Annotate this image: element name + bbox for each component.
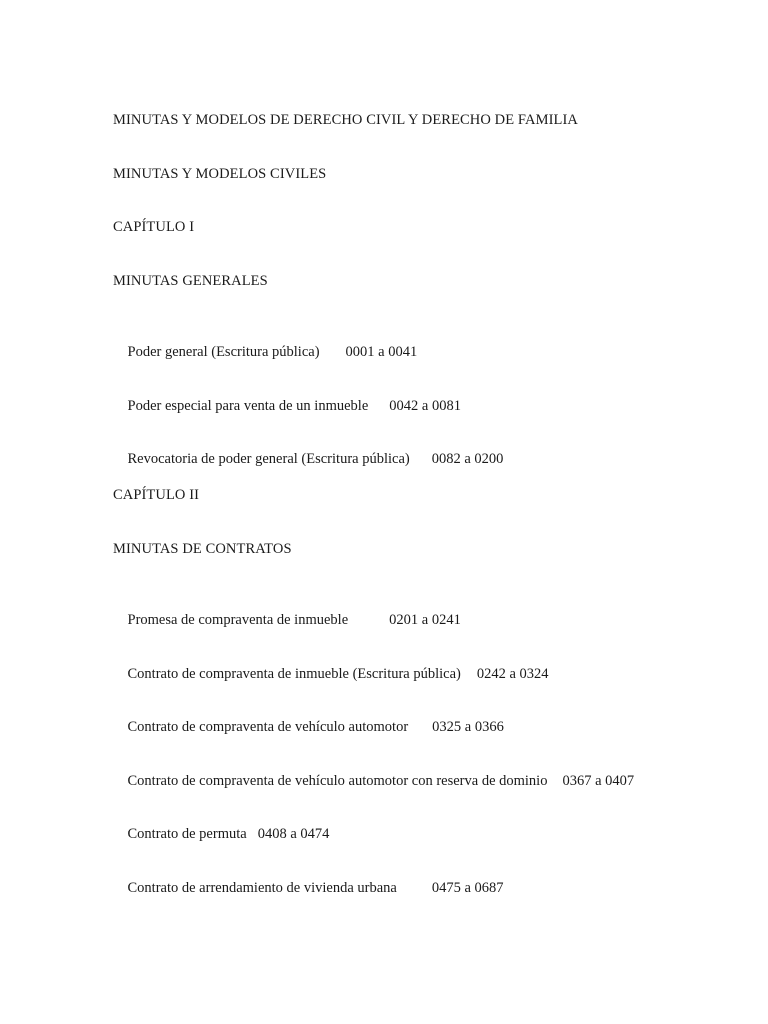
toc-entry bbox=[113, 647, 549, 682]
toc-entry-range: 0042 a 0081 bbox=[389, 398, 461, 414]
toc-entry bbox=[113, 807, 330, 842]
toc-entry-title: Promesa de compraventa de inmueble bbox=[127, 612, 349, 628]
document-main-title: MINUTAS Y MODELOS DE DERECHO CIVIL Y DERECHO DE FAMILIA bbox=[113, 112, 578, 128]
chapter-2-title: MINUTAS DE CONTRATOS bbox=[113, 541, 292, 557]
toc-entry-title: Contrato de compraventa de vehículo automotor con reserva de dominio bbox=[127, 773, 548, 789]
toc-entry bbox=[113, 754, 635, 789]
toc-entry bbox=[113, 379, 461, 414]
toc-entry bbox=[113, 593, 461, 628]
toc-entry-range: 0082 a 0200 bbox=[431, 451, 504, 467]
toc-entry-title: Revocatoria de poder general (Escritura pública) bbox=[127, 451, 410, 467]
toc-entry-range: 0367 a 0407 bbox=[562, 773, 635, 789]
toc-entry-range: 0475 a 0687 bbox=[431, 880, 504, 896]
chapter-2-label: CAPÍTULO II bbox=[113, 487, 200, 503]
toc-entry-title: Contrato de compraventa de inmueble (Escritura pública) bbox=[127, 666, 461, 682]
toc-entry-range: 0325 a 0366 bbox=[432, 719, 504, 735]
section-title: MINUTAS Y MODELOS CIVILES bbox=[113, 166, 327, 182]
chapter-1-title: MINUTAS GENERALES bbox=[113, 273, 268, 289]
toc-entry bbox=[113, 432, 504, 467]
toc-entry bbox=[113, 700, 504, 735]
toc-entry-range: 0242 a 0324 bbox=[476, 666, 549, 682]
toc-entry-title: Poder general (Escritura pública) bbox=[127, 344, 320, 360]
toc-entry-range: 0408 a 0474 bbox=[257, 826, 330, 842]
toc-entry-title: Contrato de arrendamiento de vivienda urbana bbox=[127, 880, 397, 896]
toc-entry-title: Poder especial para venta de un inmueble bbox=[127, 398, 369, 414]
toc-entry-title: Contrato de permuta bbox=[127, 826, 247, 842]
toc-entry bbox=[113, 325, 418, 360]
toc-entry bbox=[113, 861, 504, 896]
toc-entry-range: 0201 a 0241 bbox=[389, 612, 461, 628]
toc-entry-range: 0001 a 0041 bbox=[345, 344, 418, 360]
toc-entry-title: Contrato de compraventa de vehículo automotor bbox=[127, 719, 409, 735]
chapter-1-label: CAPÍTULO I bbox=[113, 219, 195, 235]
